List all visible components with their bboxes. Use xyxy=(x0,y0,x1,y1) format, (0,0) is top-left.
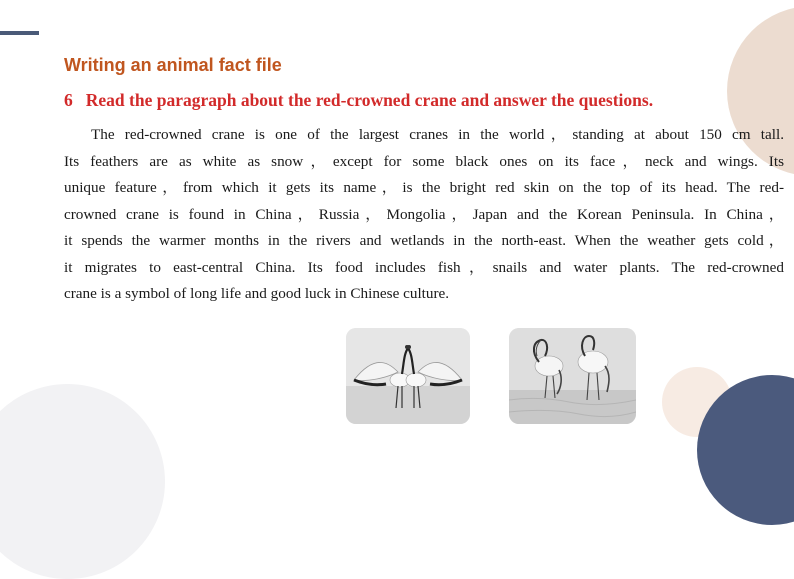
crane-feeding-illustration xyxy=(509,328,636,424)
passage xyxy=(64,122,784,308)
passage-line: it spends the warmer months in the rivers and wetlands in the north-east. When the weather gets cold， xyxy=(64,232,784,249)
section-title: Writing an animal fact file xyxy=(64,55,282,75)
passage-line: The red-crowned crane is one of the largest cranes in the world，standing at about 150 cm tall. xyxy=(91,126,784,143)
photo-cranes-feeding xyxy=(509,328,636,424)
crane-dancing-illustration xyxy=(346,328,470,424)
passage-line: crowned crane is found in China，Russia，Mongolia，Japan and the Korean Peninsula. In China， xyxy=(64,205,784,223)
passage-line: crane is a symbol of long life and good luck in Chinese culture. xyxy=(64,285,450,302)
question-number: 6 xyxy=(64,90,73,110)
question-heading xyxy=(64,90,653,111)
photo-cranes-dancing xyxy=(346,328,470,424)
passage-line: Its feathers are as white as snow，except for some black ones on its face，neck and wings. Its xyxy=(64,152,784,170)
passage-line: it migrates to east-central China. Its food includes fish，snails and water plants. The red-crowned xyxy=(64,258,784,276)
question-text: Read the paragraph about the red-crowned crane and answer the questions. xyxy=(85,90,654,110)
accent-bar xyxy=(0,31,39,35)
decorative-circle-bottom-left xyxy=(0,384,165,579)
passage-line: unique feature，from which it gets its name，is the bright red skin on the top of its head. The red- xyxy=(64,179,784,196)
